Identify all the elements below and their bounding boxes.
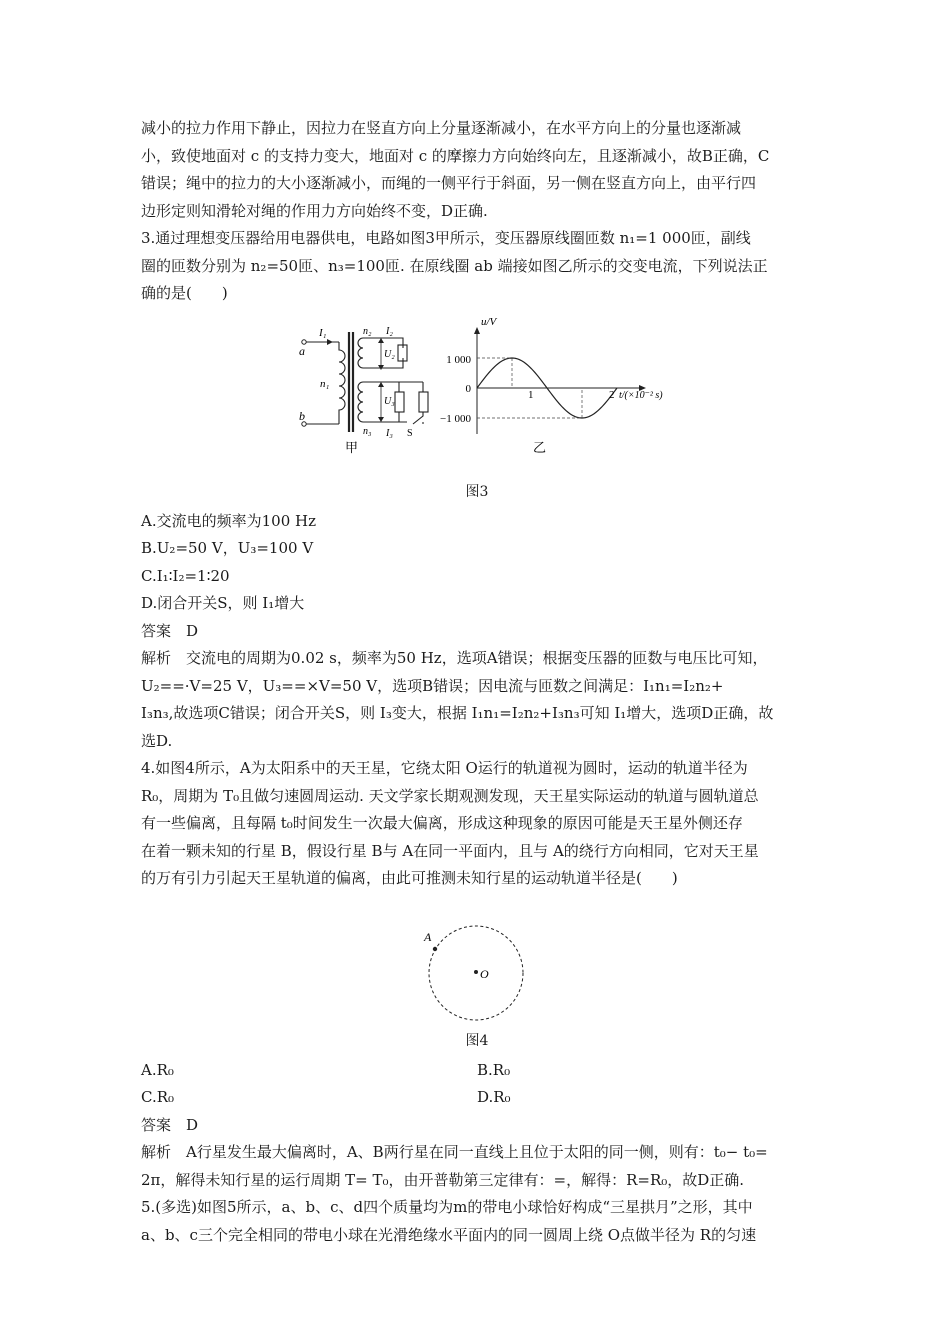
continued-text-line: 边形定则知滑轮对绳的作用力方向始终不变，D正确.: [141, 201, 488, 220]
figure-3-right-label: 乙: [533, 439, 547, 455]
circuit-label-n2: n₂: [363, 325, 372, 337]
y-tick-label: 0: [465, 382, 471, 395]
circuit-label-b: b: [299, 408, 305, 423]
y-tick-label: −1 000: [440, 412, 471, 425]
figure-4: [141, 905, 813, 1029]
q4-option-b: B.R₀: [477, 1060, 511, 1079]
q4-stem-line: 在着一颗未知的行星 B，假设行星 B与 A在同一平面内，且与 A的绕行方向相同，它对天王星: [141, 841, 759, 860]
q3-analysis-line: U₂==·V=25 V，U₃==×V=50 V，选项B错误；因电流与匝数之间满足：I₁n₁=I₂n₂+: [141, 676, 724, 695]
x-tick-label: 1: [528, 388, 534, 401]
circuit-label-I1: I₁: [319, 326, 327, 339]
circuit-label-I2: I₂: [386, 325, 393, 337]
figure-3-caption: 图3: [465, 483, 489, 500]
page-content: [141, 115, 813, 1249]
q4-options-row: [141, 1084, 813, 1112]
y-axis-label: u/V: [481, 315, 497, 328]
label-O: O: [480, 966, 489, 981]
x-axis-label: t/(×10⁻² s): [619, 389, 663, 401]
q3-option-c: C.I₁∶I₂=1∶20: [141, 566, 230, 585]
q4-analysis-line: 解析 A行星发生最大偏离时，A、B两行星在同一直线上且位于太阳的同一侧，则有：t₀− t₀=: [141, 1143, 768, 1161]
q5-stem-line: 5.(多选)如图5所示，a、b、c、d四个质量均为m的带电小球恰好构成“三星拱月”之形，其中: [141, 1198, 753, 1216]
q4-options-row: [141, 1057, 813, 1085]
q4-option-c: C.R₀: [141, 1088, 175, 1106]
planet-a-dot: [433, 946, 437, 950]
q3-analysis-line: 选D.: [141, 731, 173, 750]
q4-stem-line: 4.如图4所示，A为太阳系中的天王星，它绕太阳 O运行的轨道视为圆时，运动的轨道半径为: [141, 759, 748, 777]
circuit-label-I3: I₃: [386, 427, 393, 439]
continued-text-line: 减小的拉力作用下静止，因拉力在竖直方向上分量逐渐减小，在水平方向上的分量也逐渐减: [141, 119, 742, 137]
circuit-label-S: S: [407, 427, 413, 439]
q4-analysis-line: 2π，解得未知行星的运行周期 T= T₀，由开普勒第三定律有：=，解得：R=R₀，故D正确.: [141, 1170, 745, 1189]
figure-3-left-label: 甲: [345, 439, 359, 455]
q3-stem-line: 3.通过理想变压器给用电器供电，电路如图3甲所示，变压器原线圈匝数 n₁=1 000匝，副线: [141, 229, 751, 247]
q4-stem-line: R₀，周期为 T₀且做匀速圆周运动. 天文学家长期观测发现，天王星实际运动的轨道与圆轨道总: [141, 786, 759, 805]
q4-option-d: D.R₀: [477, 1088, 511, 1106]
ac-voltage-chart: [141, 312, 813, 474]
q4-stem-line: 有一些偏离，且每隔 t₀时间发生一次最大偏离，形成这种现象的原因可能是天王星外侧还存: [141, 814, 743, 832]
q3-answer: 答案 D: [141, 621, 199, 640]
continued-text-line: 错误；绳中的拉力的大小逐渐减小，而绳的一侧平行于斜面，另一侧在竖直方向上，由平行四: [141, 174, 757, 192]
q3-analysis-line: I₃n₃,故选项C错误；闭合开关S，则 I₃变大，根据 I₁n₁=I₂n₂+I₃n₃可知 I₁增大，选项D正确，故: [141, 704, 774, 722]
circuit-label-n3: n₃: [363, 425, 372, 437]
q3-option-a: A.交流电的频率为100 Hz: [141, 511, 316, 530]
circuit-label-U3: U₃: [384, 395, 395, 407]
sun-o-dot: [474, 970, 478, 974]
figure-3: [141, 312, 813, 474]
figure-4-caption: 图4: [465, 1032, 489, 1049]
circuit-label-a: a: [299, 343, 305, 358]
continued-text-line: 小，致使地面对 c 的支持力变大，地面对 c 的摩擦力方向始终向左，且逐渐减小，故B正确，C: [141, 146, 770, 165]
x-tick-label: 2: [609, 388, 615, 401]
q3-stem-line: 确的是( ): [141, 284, 228, 302]
q4-stem-line: 的万有引力引起天王星轨道的偏离，由此可推测未知行星的运动轨道半径是( ): [141, 869, 678, 887]
q4-answer: 答案 D: [141, 1115, 199, 1134]
q3-analysis-line: 解析 交流电的周期为0.02 s，频率为50 Hz，选项A错误；根据变压器的匝数与电压比可知，: [141, 649, 768, 667]
label-A: A: [424, 929, 432, 944]
circuit-label-U2: U₂: [384, 348, 395, 360]
q3-option-d: D.闭合开关S，则 I₁增大: [141, 594, 305, 612]
circuit-label-n1: n₁: [320, 377, 330, 390]
orbit-diagram: [141, 905, 813, 1029]
y-tick-label: 1 000: [446, 353, 471, 366]
q3-stem-line: 圈的匝数分别为 n₂=50匝、n₃=100匝. 在原线圈 ab 端接如图乙所示的交变电流，下列说法正: [141, 256, 768, 275]
q5-stem-line: a、b、c三个完全相同的带电小球在光滑绝缘水平面内的同一圆周上绕 O点做半径为 R的匀速: [141, 1225, 757, 1244]
q3-option-b: B.U₂=50 V，U₃=100 V: [141, 539, 314, 557]
q4-option-a: A.R₀: [141, 1060, 174, 1079]
